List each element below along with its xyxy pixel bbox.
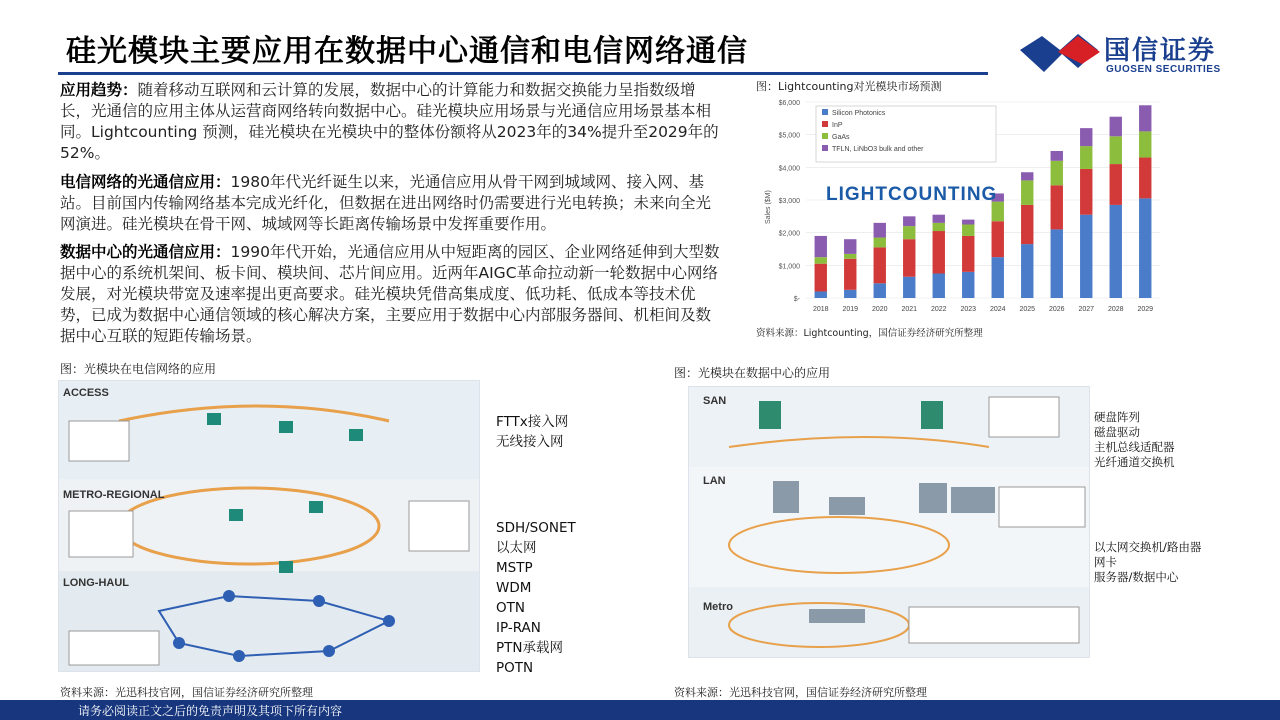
legend-swatch	[822, 109, 828, 115]
list-item: OTN	[496, 600, 525, 616]
title-underline	[58, 72, 988, 75]
chart-y-tick-label: $2,000	[778, 230, 800, 238]
paragraph-heading: 数据中心的光通信应用：	[60, 243, 231, 261]
paragraph-heading: 电信网络的光通信应用：	[60, 173, 231, 191]
chart-y-tick-label: $3,000	[778, 198, 800, 205]
chart-bar-segment	[933, 215, 945, 223]
chart-bar-segment	[815, 291, 827, 298]
chart-bar-segment	[1021, 244, 1033, 298]
chart-bar-segment	[1110, 164, 1122, 205]
list-item: 硬盘阵列	[1094, 410, 1140, 424]
chart-bar-segment	[903, 216, 915, 226]
chart-bar-segment	[1021, 172, 1033, 180]
chart-caption: 图：Lightcounting对光模块市场预测	[756, 80, 942, 93]
chart-bar-segment	[903, 226, 915, 239]
list-item: 以太网	[496, 540, 537, 556]
footer-bar	[0, 700, 1280, 720]
chart-x-tick-label: 2018	[812, 306, 829, 313]
legend-label: InP	[832, 122, 843, 129]
chart-x-tick-label: 2021	[901, 306, 918, 313]
list-item: 光纤通道交换机	[1094, 455, 1175, 469]
chart-x-tick-label: 2022	[930, 306, 947, 313]
chart-x-tick-label: 2019	[842, 306, 859, 313]
chart-bar-segment	[874, 283, 886, 298]
telecom-network-diagram	[58, 380, 480, 672]
chart-x-tick-label: 2025	[1019, 306, 1036, 313]
datacenter-san-list	[1094, 410, 1175, 470]
logo-text-en: GUOSEN SECURITIES	[1106, 64, 1221, 75]
legend-label: GaAs	[832, 134, 850, 141]
chart-bar-segment	[844, 239, 856, 254]
datacenter-caption: 图：光模块在数据中心的应用	[674, 366, 831, 380]
page-title: 硅光模块主要应用在数据中心通信和电信网络通信	[66, 34, 748, 69]
chart-bar-segment	[844, 290, 856, 298]
telecom-diagram-svg	[59, 381, 480, 672]
chart-bar-segment	[874, 223, 886, 238]
paragraph-body: 1980年代光纤诞生以来，光通信应用从骨干网到城域网、接入网、基站。目前国内传输网络基本完成光纤化，但数据在进出网络时仍需要进行光电转换；未来向全光网演进。硅光模块在骨干网、城域网等长距离传输场景中发挥重要作用。	[60, 173, 712, 233]
list-item: MSTP	[496, 560, 533, 576]
datacenter-source: 资料来源：光迅科技官网，国信证券经济研究所整理	[674, 686, 927, 699]
chart-bar-segment	[1139, 131, 1151, 157]
chart-bar-segment	[1139, 198, 1151, 298]
chart-y-axis-label: Sales ($M)	[765, 190, 772, 224]
legend-swatch	[822, 133, 828, 139]
chart-bar-segment	[1110, 136, 1122, 164]
logo-text-cn: 国信证券	[1104, 36, 1217, 66]
telecom-source: 资料来源：光迅科技官网，国信证券经济研究所整理	[60, 686, 313, 699]
chart-x-tick-label: 2023	[960, 306, 977, 313]
telecom-access-list	[496, 412, 568, 452]
chart-bar-segment	[815, 264, 827, 292]
chart-y-tick-label: $1,000	[778, 263, 800, 271]
chart-bar-segment	[903, 239, 915, 277]
chart-x-tick-label: 2024	[989, 306, 1006, 313]
chart-svg	[756, 94, 1170, 320]
chart-bar-segment	[903, 277, 915, 298]
chart-bar-segment	[1139, 105, 1151, 131]
chart-bar-segment	[1080, 128, 1092, 146]
legend-label: Silicon Photonics	[832, 110, 886, 117]
chart-x-tick-label: 2028	[1107, 306, 1124, 313]
list-item: POTN	[496, 660, 534, 676]
chart-x-tick-label: 2026	[1048, 306, 1065, 313]
chart-bar-segment	[1051, 185, 1063, 229]
market-forecast-chart	[756, 94, 1170, 320]
chart-x-tick-label: 2029	[1137, 306, 1154, 313]
telecom-caption: 图：光模块在电信网络的应用	[60, 362, 217, 376]
legend-swatch	[822, 121, 828, 127]
paragraph-body: 随着移动互联网和云计算的发展，数据中心的计算能力和数据交换能力呈指数级增长，光通信的应用主体从运营商网络转向数据中心。硅光模块应用场景与光通信应用场景基本相同。Lightcounting 预测，硅光模块在光模块中的整体份额将从2023年的34%提升至2029年的52%。	[60, 81, 719, 162]
paragraph-body: 1990年代开始，光通信应用从中短距离的园区、企业网络延伸到大型数据中心的系统机架间、板卡间、模块间、芯片间应用。近两年AIGC革命拉动新一轮数据中心网络发展，对光模块带宽及速率提出更高要求。硅光模块凭借高集成度、低功耗、低成本等技术优势，已成为数据中心通信领域的核心解决方案，主要应用于数据中心内部服务器间、机柜间及数据中心互联的短距传输场景。	[60, 243, 720, 345]
chart-bar-segment	[815, 236, 827, 257]
chart-bar-segment	[1080, 169, 1092, 215]
chart-bar-segment	[933, 223, 945, 231]
list-item: FTTx接入网	[496, 414, 569, 430]
chart-bar-segment	[1080, 215, 1092, 298]
list-item: 无线接入网	[496, 434, 564, 450]
chart-source: 资料来源：Lightcounting，国信证券经济研究所整理	[756, 328, 983, 339]
chart-bar-segment	[1051, 151, 1063, 161]
chart-bar-segment	[962, 225, 974, 236]
list-item: PTN承载网	[496, 640, 563, 656]
chart-y-tick-label: $-	[793, 296, 800, 303]
paragraph-heading: 应用趋势：	[60, 81, 138, 99]
chart-bar-segment	[1021, 205, 1033, 244]
list-item: IP-RAN	[496, 620, 541, 636]
chart-bar-segment	[933, 274, 945, 299]
paragraph-trend	[60, 80, 720, 164]
list-item: SDH/SONET	[496, 520, 576, 536]
list-item: WDM	[496, 580, 532, 596]
datacenter-lan-list	[1094, 540, 1201, 585]
chart-bar-segment	[1080, 146, 1092, 169]
datacenter-label-lan: LAN	[703, 475, 726, 487]
footer-disclaimer: 请务必阅读正文之后的免责声明及其项下所有内容	[78, 704, 343, 718]
chart-bar-segment	[874, 247, 886, 283]
chart-bar-segment	[992, 221, 1004, 257]
telecom-label-access: ACCESS	[63, 387, 109, 399]
paragraph-datacenter	[60, 242, 720, 347]
chart-bar-segment	[1021, 180, 1033, 205]
chart-bar-segment	[844, 259, 856, 290]
chart-x-tick-label: 2020	[871, 306, 888, 313]
list-item: 网卡	[1094, 555, 1117, 569]
datacenter-diagram	[688, 386, 1090, 658]
chart-watermark: LIGHTCOUNTING	[826, 184, 998, 205]
legend-swatch	[822, 145, 828, 151]
datacenter-label-san: SAN	[703, 395, 727, 407]
telecom-protocol-list	[496, 518, 576, 678]
chart-bar-segment	[1110, 205, 1122, 298]
chart-bar-segment	[874, 238, 886, 248]
legend-label: TFLN, LiNbO3 bulk and other	[832, 146, 924, 153]
paragraph-telecom	[60, 172, 720, 235]
chart-y-tick-label: $5,000	[778, 132, 800, 140]
telecom-label-longhaul: LONG-HAUL	[63, 577, 129, 589]
chart-bar-segment	[1051, 161, 1063, 186]
chart-y-tick-label: $4,000	[778, 165, 800, 173]
chart-bar-segment	[962, 220, 974, 225]
list-item: 服务器/数据中心	[1094, 570, 1179, 584]
chart-bar-segment	[1139, 158, 1151, 199]
list-item: 以太网交换机/路由器	[1094, 540, 1202, 554]
chart-bar-segment	[962, 272, 974, 298]
chart-x-tick-label: 2027	[1078, 306, 1095, 313]
chart-bar-segment	[1051, 229, 1063, 298]
datacenter-diagram-svg	[689, 387, 1090, 658]
chart-bar-segment	[815, 257, 827, 264]
datacenter-label-metro: Metro	[703, 601, 733, 613]
chart-bar-segment	[933, 231, 945, 273]
list-item: 磁盘驱动	[1094, 425, 1140, 439]
chart-bar-segment	[992, 257, 1004, 298]
list-item: 主机总线适配器	[1094, 440, 1175, 454]
chart-bar-segment	[962, 236, 974, 272]
chart-bar-segment	[844, 254, 856, 259]
telecom-label-metro: METRO-REGIONAL	[63, 489, 165, 501]
chart-y-tick-label: $6,000	[778, 100, 800, 107]
chart-bar-segment	[1110, 117, 1122, 137]
